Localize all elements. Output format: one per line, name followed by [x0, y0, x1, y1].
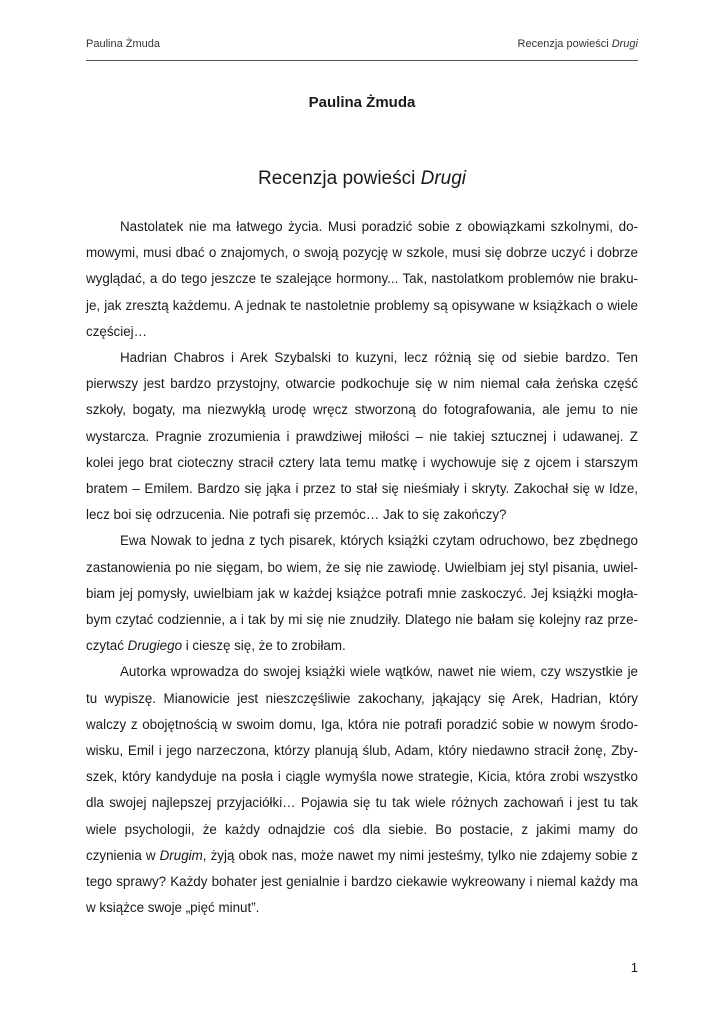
- paragraph-4: [86, 659, 638, 921]
- paragraph-text: Autorka wprowadza do swojej książki wiele wątków, nawet nie wiem, czy wszystkie je tu wypiszę. Mianowicie jest nieszczęśliwie zakochany, jąkający się Arek, Hadrian, który walczy z obojętnością w swoim domu, Iga, która nie potrafi poradzić sobie w nowym środowisku, Emil i jego narzeczona, którzy planują ślub, Adam, który niedawno stracił żonę, Zbyszek, który kandyduje na posła i ciągle wymyśla nowe strategie, Kicia, która zrobi wszystko dla swojej najlepszej przyjaciółki… Pojawia się tu tak wiele różnych zachowań i jest tu tak wiele psychologii, że każdy odnajdzie coś dla siebie. Bo postacie, z jakimi mamy do czynienia w: [86, 664, 638, 863]
- paragraph-text: Nastolatek nie ma łatwego życia. Musi poradzić sobie z obowiązkami szkolnymi, domowymi, musi dbać o znajomych, o swoją pozycję w szkole, musi się dobrze uczyć i dobrze wyglądać, a do tego jeszcze te szalejące hormony... Tak, nastolatkom problemów nie brakuje, jak zresztą każdemu. A jednak te nastoletnie problemy są opisywane w książkach o wiele częściej…: [86, 219, 638, 339]
- header-title: [518, 38, 638, 50]
- header-divider: [86, 60, 638, 61]
- paragraph-text: Hadrian Chabros i Arek Szybalski to kuzyni, lecz różnią się od siebie bardzo. Ten pierwszy jest bardzo przystojny, otwarcie podkochuje się w nim niemal cała żeńska część szkoły, bogaty, ma niezwykłą urodę wręcz stworzoną do fotografowania, ale jemu to nie wystarcza. Pragnie zrozumienia i prawdziwej miłości – nie takiej sztucznej i udawanej. Z kolei jego brat cioteczny stracił cztery lata temu matkę i wychowuje się z ojcem i starszym bratem – Emilem. Bardzo się jąka i przez to stał się nieśmiały i skryty. Zakochał się w Idze, lecz boi się odrzucenia. Nie potrafi się przemóc… Jak to się zakończy?: [86, 350, 638, 523]
- paragraph-1: [86, 214, 638, 345]
- document-title-text: Recenzja powieści: [257, 168, 421, 189]
- paragraph-text: Ewa Nowak to jedna z tych pisarek, których książki czytam odruchowo, bez zbędnego zastanowienia po nie sięgam, bo wiem, że się nie zawiodę. Uwielbiam jej styl pisania, uwielbiam jej pomysły, uwielbiam jak w każdej książce potrafi mnie zaskoczyć. Jej książki mogłabym czytać codziennie, a i tak by mi się nie znudziły. Dlatego nie bałam się kolejny raz przeczytać: [86, 533, 638, 654]
- review-body: [86, 214, 638, 921]
- paragraph-2: [86, 345, 638, 528]
- document-title: [0, 168, 724, 190]
- document-author: Paulina Żmuda: [308, 94, 416, 111]
- running-header: [86, 38, 638, 54]
- book-title-italic: Drugim: [159, 847, 203, 863]
- book-title-italic: Drugiego: [127, 638, 183, 654]
- page-number: 1: [630, 960, 638, 975]
- header-author: Paulina Żmuda: [86, 38, 160, 50]
- header-title-text: Recenzja powieści: [517, 38, 612, 50]
- header-title-italic: Drugi: [611, 38, 638, 50]
- paragraph-text: , żyją obok nas, może nawet my nimi jesteśmy, tylko nie zdajemy sobie z tego sprawy? Każdy bohater jest genialnie i bardzo ciekawie wykreowany i niemal każdy ma w książce swoje „pięć minut”.: [86, 847, 638, 916]
- paragraph-text: i cieszę się, że to zrobiłam.: [182, 638, 346, 654]
- paragraph-3: [86, 528, 638, 659]
- document-title-italic: Drugi: [420, 168, 467, 189]
